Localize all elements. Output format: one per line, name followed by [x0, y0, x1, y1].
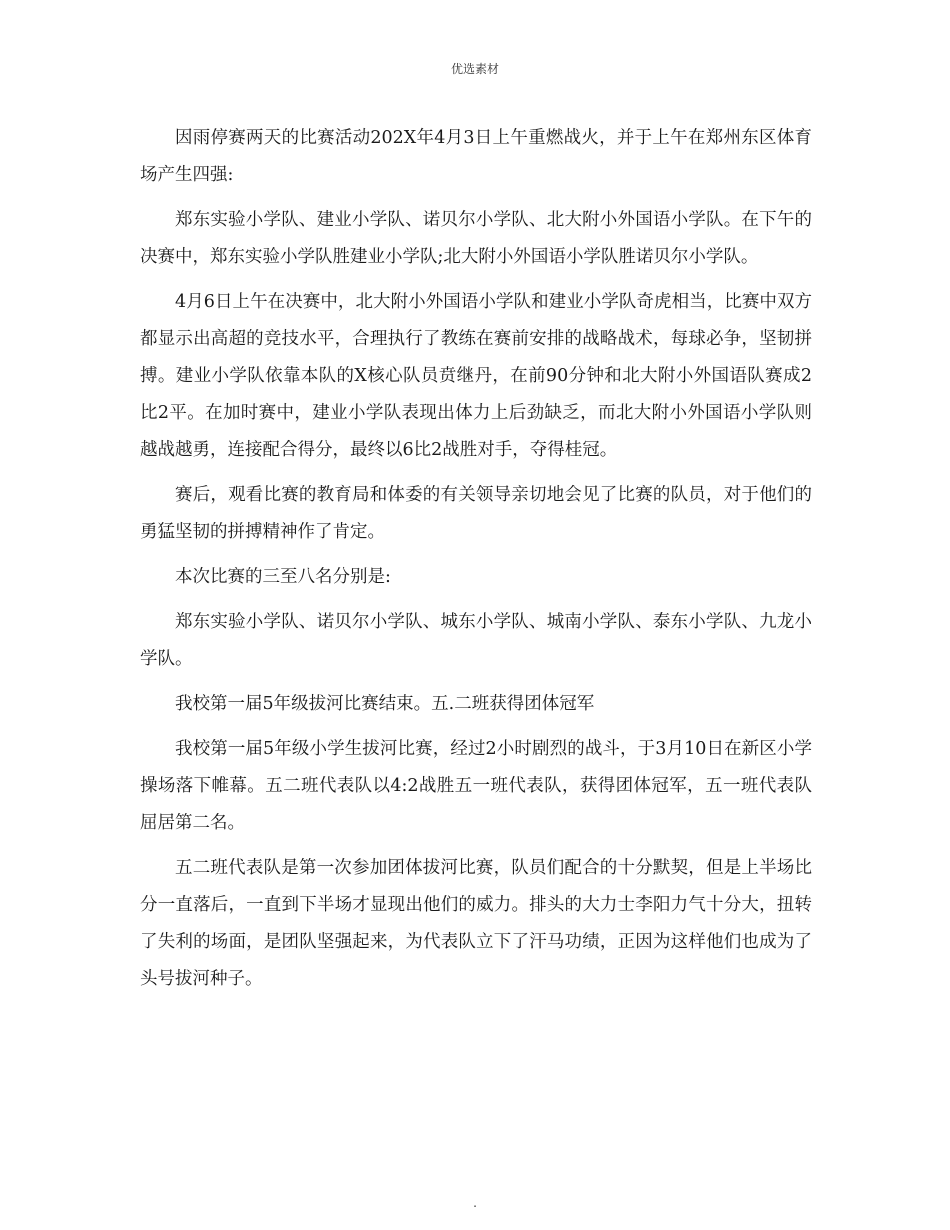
section-heading: 我校第一届5年级拔河比赛结束。五.二班获得团体冠军 — [175, 694, 595, 714]
page-footer-mark: . — [473, 1196, 477, 1210]
paragraph-1: 因雨停赛两天的比赛活动202X年4月3日上午重燃战火，并于上午在郑州东区体育场产生四强: — [140, 128, 812, 185]
paragraph-2: 郑东实验小学队、建业小学队、诺贝尔小学队、北大附小外国语小学队。在下午的决赛中，郑东实验小学队胜建业小学队;北大附小外国语小学队胜诺贝尔小学队。 — [140, 210, 812, 267]
page-header: 优选素材 — [450, 62, 499, 76]
paragraph-6: 郑东实验小学队、诺贝尔小学队、城东小学队、城南小学队、泰东小学队、九龙小学队。 — [140, 612, 812, 669]
paragraph-5: 本次比赛的三至八名分别是: — [175, 567, 391, 587]
paragraph-8: 我校第一届5年级小学生拔河比赛，经过2小时剧烈的战斗，于3月10日在新区小学操场落下帷幕。五二班代表队以4:2战胜五一班代表队，获得团体冠军，五一班代表队屈居第二名。 — [140, 739, 812, 833]
paragraph-9: 五二班代表队是第一次参加团体拔河比赛，队员们配合的十分默契，但是上半场比分一直落后，一直到下半场才显现出他们的威力。排头的大力士李阳力气十分大，扭转了失利的场面，是团队坚强起来，为代表队立下了汗马功绩，正因为这样他们也成为了头号拔河种子。 — [140, 858, 812, 989]
paragraph-3: 4月6日上午在决赛中，北大附小外国语小学队和建业小学队奇虎相当，比赛中双方都显示出高超的竞技水平，合理执行了教练在赛前安排的战略战术，每球必争，坚韧拼搏。建业小学队依靠本队的X核心队员贲继丹，在前90分钟和北大附小外国语队赛成2比2平。在加时赛中，建业小学队表现出体力上后劲缺乏，而北大附小外国语小学队则越战越勇，连接配合得分，最终以6比2战胜对手，夺得桂冠。 — [140, 292, 812, 460]
paragraph-4: 赛后，观看比赛的教育局和体委的有关领导亲切地会见了比赛的队员，对于他们的勇猛坚韧的拼搏精神作了肯定。 — [140, 485, 812, 542]
document-body — [140, 120, 812, 1006]
